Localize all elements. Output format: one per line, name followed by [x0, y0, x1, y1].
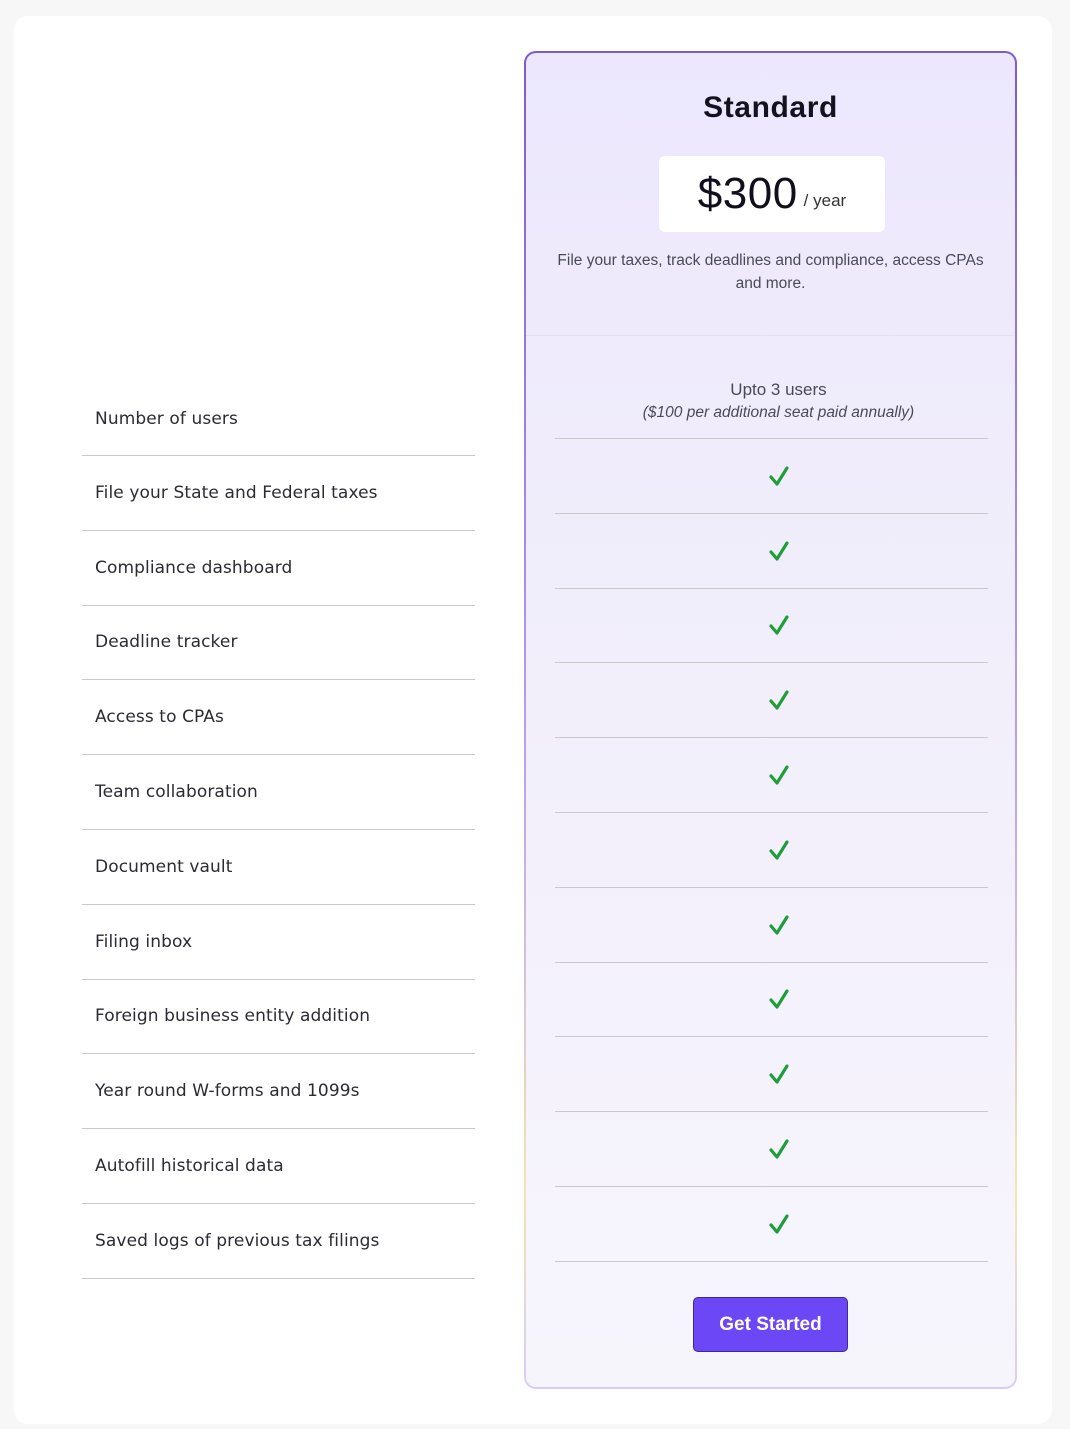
check-icon: [769, 1138, 789, 1160]
feature-label: Filing inbox: [95, 931, 193, 952]
price-amount: $300: [697, 169, 798, 218]
feature-label: Year round W-forms and 1099s: [95, 1081, 360, 1102]
feature-label: Number of users: [95, 409, 238, 429]
check-icon: [769, 540, 789, 562]
feature-list: [82, 381, 475, 1279]
get-started-button[interactable]: Get Started: [693, 1297, 848, 1352]
check-icon: [769, 1213, 789, 1235]
feature-label: Deadline tracker: [95, 632, 238, 653]
plan-name: Standard: [703, 91, 838, 124]
feature-row: [82, 1129, 475, 1204]
feature-value-row: [555, 589, 988, 664]
check-icon: [769, 764, 789, 786]
feature-label: Autofill historical data: [95, 1156, 284, 1177]
feature-value-row: [555, 888, 988, 963]
plan-header: [526, 53, 1015, 336]
feature-label: Access to CPAs: [95, 707, 224, 728]
feature-row: [82, 1204, 475, 1279]
feature-row: [82, 905, 475, 980]
feature-label: Compliance dashboard: [95, 557, 293, 578]
feature-row: [82, 830, 475, 905]
check-icon: [769, 465, 789, 487]
users-limit: Upto 3 users: [730, 380, 827, 399]
feature-row: [82, 755, 475, 830]
feature-row: [82, 606, 475, 681]
check-icon: [769, 614, 789, 636]
feature-value-row: [555, 963, 988, 1038]
price-box: [659, 156, 885, 232]
feature-row: [82, 381, 475, 456]
check-icon: [769, 1063, 789, 1085]
feature-label: Foreign business entity addition: [95, 1006, 371, 1027]
check-icon: [769, 914, 789, 936]
feature-row: [82, 1054, 475, 1129]
feature-row: [82, 456, 475, 531]
feature-row: [82, 980, 475, 1055]
feature-value-row: [555, 663, 988, 738]
check-icon: [769, 839, 789, 861]
cta-wrap: [526, 1297, 1015, 1352]
plan-description: File your taxes, track deadlines and compliance, access CPAs and more.: [557, 252, 984, 292]
plan-feature-values: [555, 364, 988, 1262]
price-unit: / year: [803, 191, 847, 210]
check-icon: [769, 689, 789, 711]
feature-row: [82, 531, 475, 606]
feature-label: Team collaboration: [95, 782, 258, 803]
feature-label: Document vault: [95, 856, 233, 877]
feature-label: File your State and Federal taxes: [95, 482, 378, 503]
feature-value-row: [555, 813, 988, 888]
check-icon: [769, 988, 789, 1010]
feature-label: Saved logs of previous tax filings: [95, 1230, 380, 1251]
users-value-row: [555, 364, 988, 439]
users-extra-note: ($100 per additional seat paid annually): [642, 404, 915, 421]
feature-value-row: [555, 1187, 988, 1262]
feature-value-row: [555, 439, 988, 514]
feature-value-row: [555, 738, 988, 813]
feature-value-row: [555, 1112, 988, 1187]
plan-column-standard: [524, 51, 1017, 1389]
feature-value-row: [555, 514, 988, 589]
feature-row: [82, 680, 475, 755]
feature-value-row: [555, 1037, 988, 1112]
